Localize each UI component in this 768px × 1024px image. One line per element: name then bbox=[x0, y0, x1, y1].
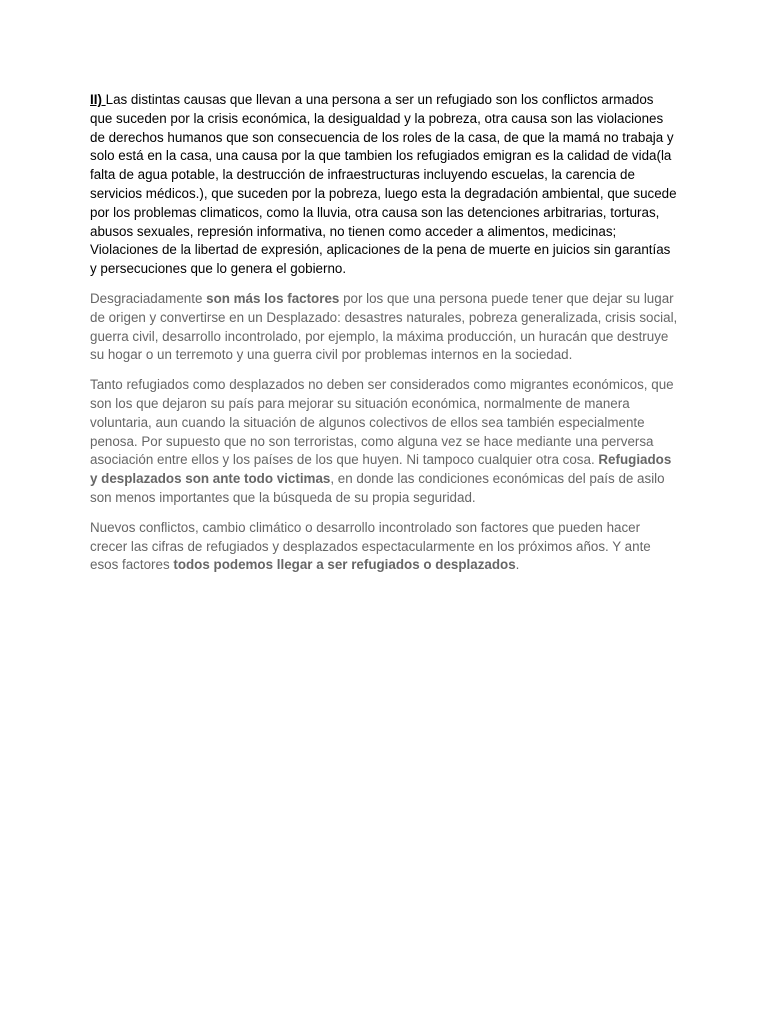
bold-phrase: todos podemos llegar a ser refugiados o desplazados bbox=[173, 557, 516, 573]
paragraph-text: Nuevos conflictos, cambio climático o desarrollo incontrolado son factores que pueden hacer crecer las cifras de refugiados y desplazados espectacularmente en los próximos años. Y ante esos factores bbox=[90, 519, 651, 573]
paragraph-text: por los que una persona puede tener que dejar su lugar de origen y convertirse en un Desplazado: desastres naturales, pobreza generalizada, crisis social, guerra civil, desarrollo incontrolado, por ejemplo, la máxima producción, un huracán que destruye su hogar o un terremoto y una guerra civil por problemas internos en la sociedad. bbox=[90, 290, 678, 363]
paragraph-text: Las distintas causas que llevan a una persona a ser un refugiado son los conflictos armados que suceden por la crisis económica, la desigualdad y la pobreza, otra causa son las violaciones de derechos humanos que son consecuencia de los roles de la casa, de que la mamá no trabaja y solo está en la casa, una causa por la que tambien los refugiados emigran es la calidad de vida(la falta de agua potable, la destrucción de infraestructuras incluyendo escuelas, la carencia de servicios médicos.), que suceden por la pobreza, luego esta la degradación ambiental, que sucede por los problemas climaticos, como la lluvia, otra causa son las detenciones arbitrarias, torturas, abusos sexuales, represión informativa, no tienen como acceder a alimentos, medicinas; Violaciones de la libertad de expresión, aplicaciones de la pena de muerte en juicios sin garantías y persecuciones que lo genera el gobierno. bbox=[90, 92, 677, 277]
paragraph-text: . bbox=[515, 557, 520, 573]
section-marker: II) bbox=[90, 92, 106, 107]
paragraph-victims bbox=[90, 376, 678, 508]
paragraph-future bbox=[90, 519, 678, 575]
paragraph-text: Tanto refugiados como desplazados no deben ser considerados como migrantes económicos, que son los que dejaron su país para mejorar su situación económica, normalmente de manera voluntaria, aun cuando la situación de algunos colectivos de ellos sea también especialmente penosa. Por supuesto que no son terroristas, como alguna vez se hace mediante una perversa asociación entre ellos y los países de los que huyen. Ni tampoco cualquier otra cosa. bbox=[90, 377, 674, 468]
document-body bbox=[90, 91, 678, 586]
paragraph-text: Desgraciadamente bbox=[90, 290, 207, 306]
paragraph-causes bbox=[90, 91, 678, 279]
paragraph-text: , en donde las condiciones económicas del país de asilo son menos importantes que la búsqueda de su propia seguridad. bbox=[90, 471, 665, 505]
bold-phrase: Refugiados y desplazados son ante todo victimas bbox=[90, 452, 672, 487]
bold-phrase: son más los factores bbox=[206, 290, 340, 306]
paragraph-factors bbox=[90, 290, 678, 365]
